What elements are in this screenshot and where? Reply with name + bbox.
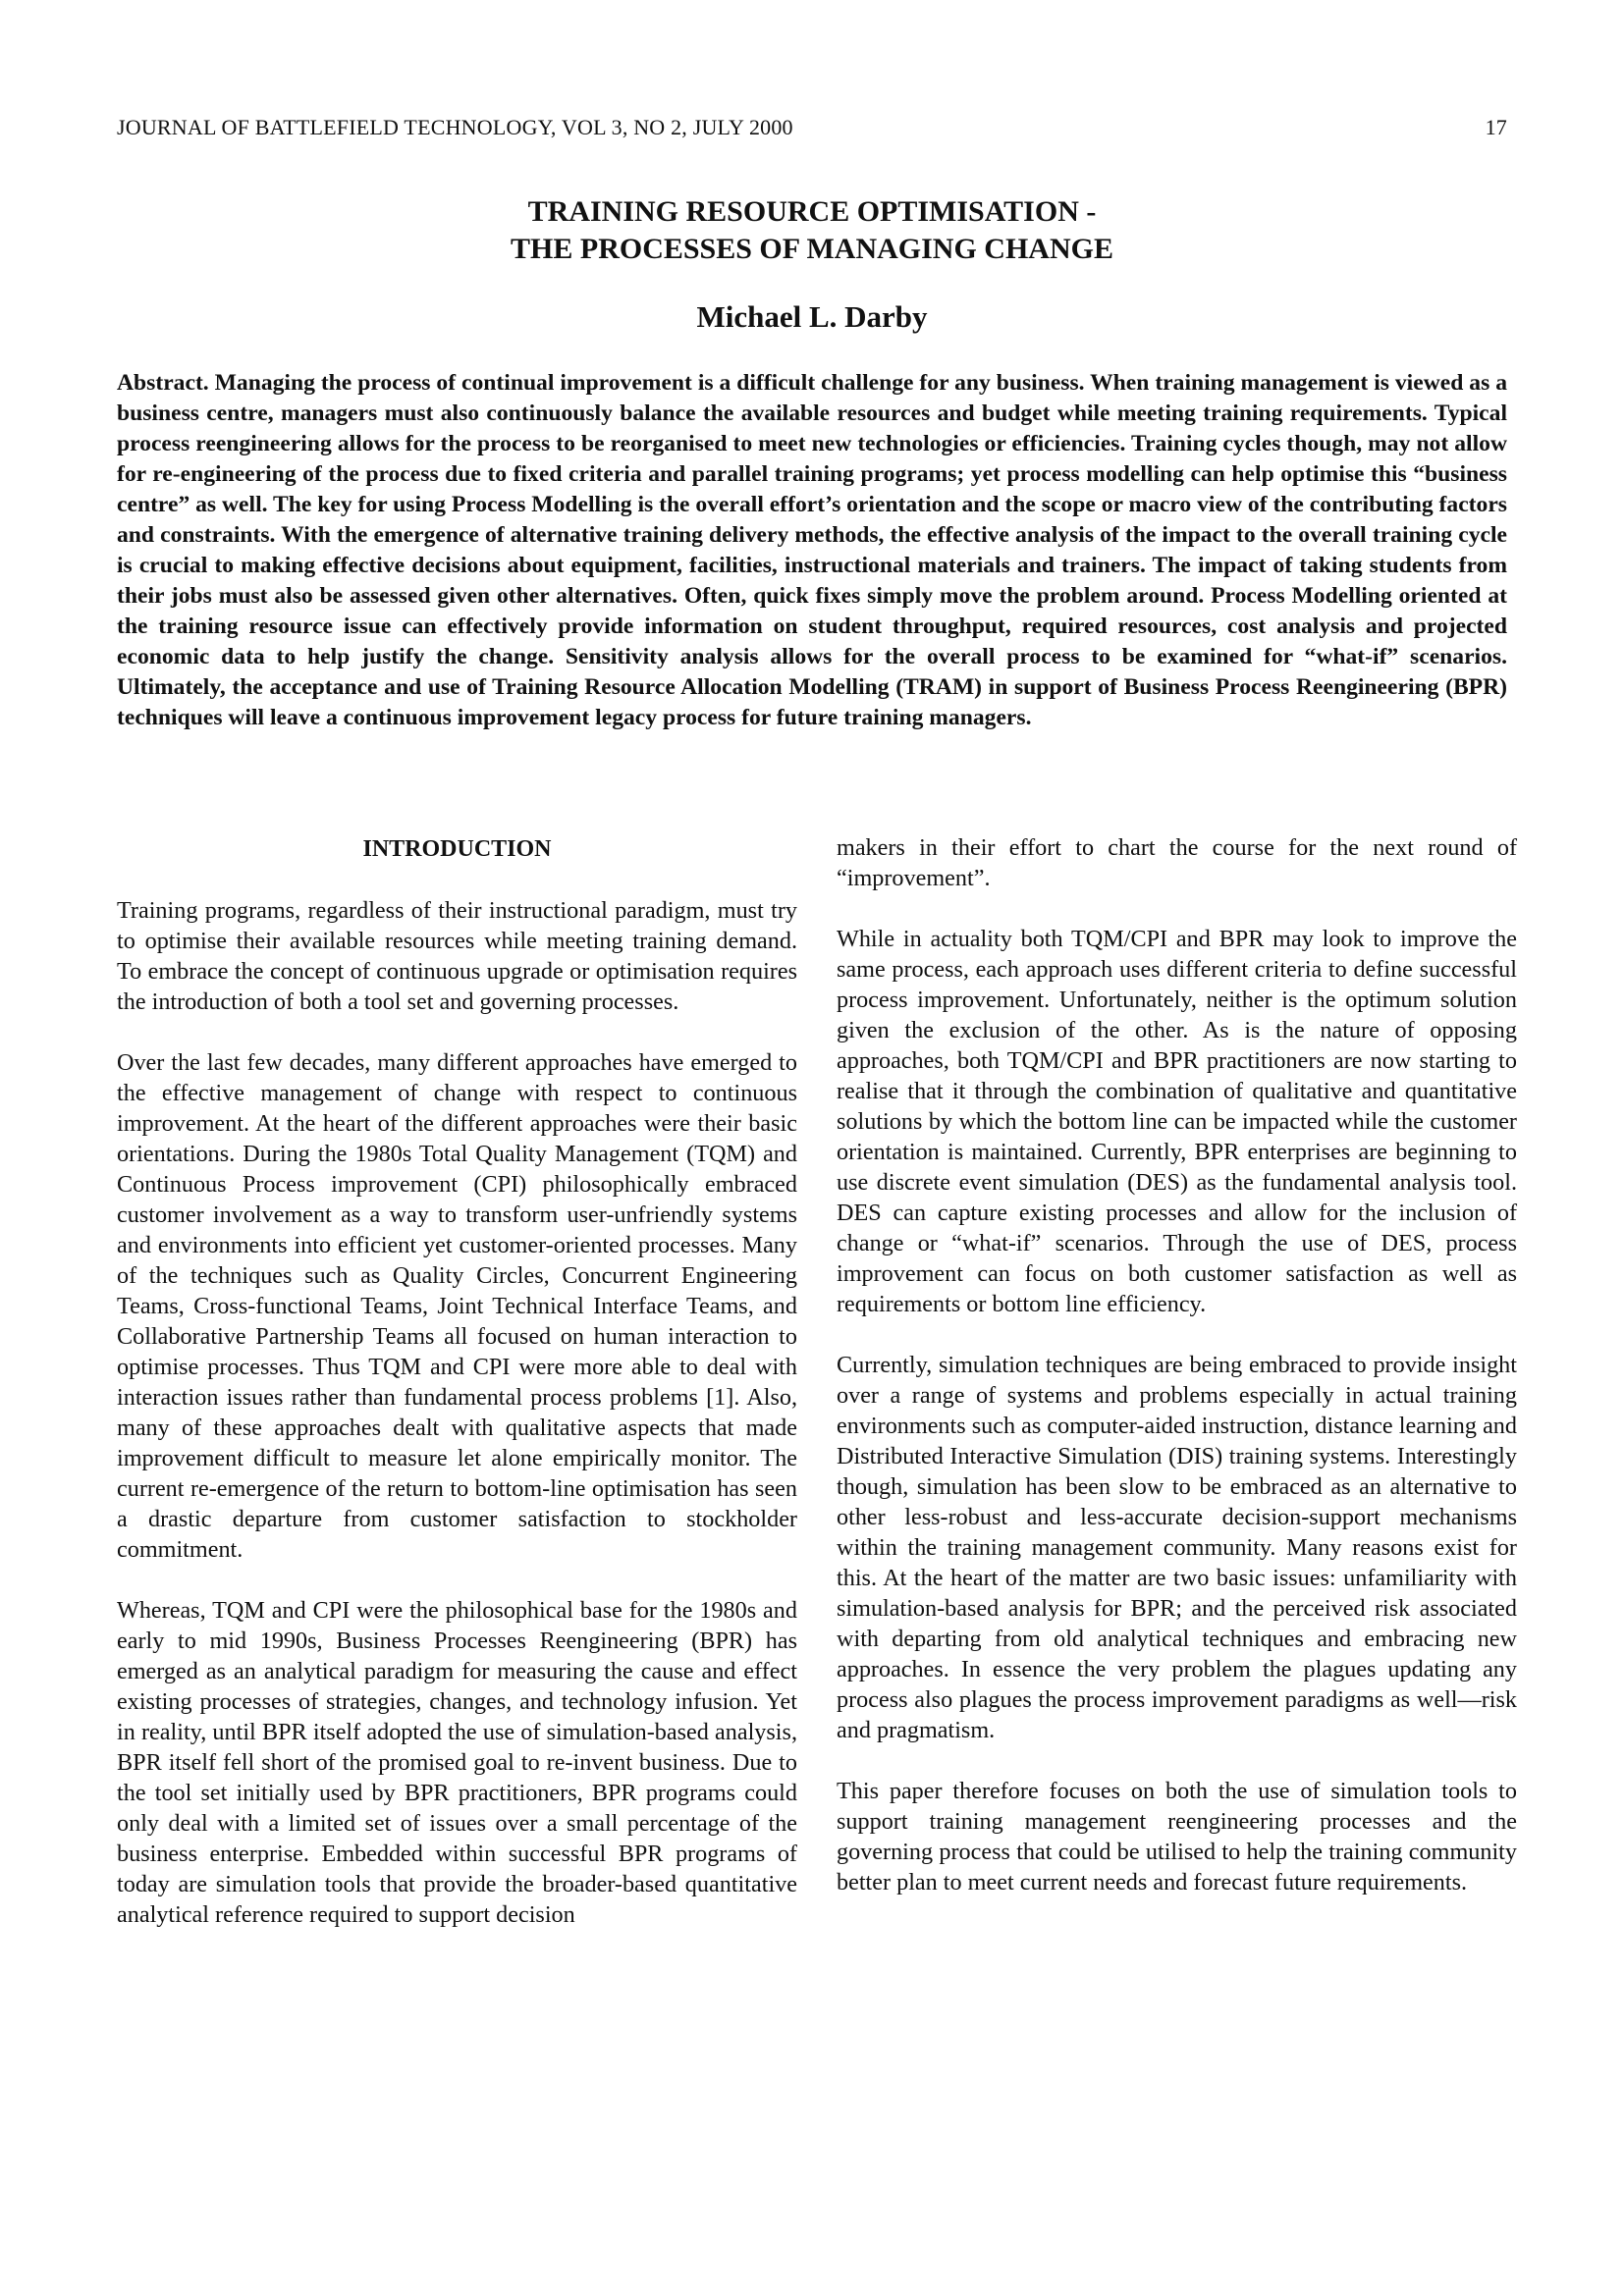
- paragraph: Whereas, TQM and CPI were the philosophical base for the 1980s and early to mid 1990s, Business Processes Reengineering (BPR) has emerged as an analytical paradigm for measuring the cause and effect existing processes of strategies, changes, and technology infusion. Yet in reality, until BPR itself adopted the use of simulation-based analysis, BPR itself fell short of the promised goal to re-invent business. Due to the tool set initially used by BPR practitioners, BPR programs could only deal with a limited set of issues over a small percentage of the business enterprise. Embedded within successful BPR programs of today are simulation tools that provide the broader-based quantitative analytical reference required to support decision: [117, 1597, 797, 1928]
- page-number: 17: [1485, 115, 1507, 139]
- section-heading-introduction: INTRODUCTION: [362, 836, 552, 862]
- title-line-1: TRAINING RESOURCE OPTIMISATION -: [527, 195, 1097, 228]
- paragraph: Training programs, regardless of their instructional paradigm, must try to optimise their available resources while meeting training demand. To embrace the concept of continuous upgrade or optimisation requires the introduction of both a tool set and governing processes.: [117, 897, 797, 1015]
- author-name: Michael L. Darby: [696, 299, 928, 334]
- paragraph: While in actuality both TQM/CPI and BPR may look to improve the same process, each approach uses different criteria to define successful process improvement. Unfortunately, neither is the optimum solution given the exclusion of the other. As is the nature of opposing approaches, both TQM/CPI and BPR practitioners are now starting to realise that it through the combination of qualitative and quantitative solutions by which the bottom line can be impacted while the customer orientation is maintained. Currently, BPR enterprises are beginning to use discrete event simulation (DES) as the fundamental analysis tool. DES can capture existing processes and allow for the inclusion of change or “what-if” scenarios. Through the use of DES, process improvement can focus on both customer satisfaction as well as requirements or bottom line efficiency.: [837, 926, 1517, 1317]
- paragraph: Over the last few decades, many different approaches have emerged to the effective management of change with respect to continuous improvement. At the heart of the different approaches were their basic orientations. During the 1980s Total Quality Management (TQM) and Continuous Process improvement (CPI) philosophically embraced customer involvement as a way to transform user-unfriendly systems and environments into efficient yet customer-oriented processes. Many of the techniques such as Quality Circles, Concurrent Engineering Teams, Cross-functional Teams, Joint Technical Interface Teams, and Collaborative Partnership Teams all focused on human interaction to optimise processes. Thus TQM and CPI were more able to deal with interaction issues rather than fundamental process problems [1]. Also, many of these approaches dealt with qualitative aspects that made improvement difficult to measure let alone empirically monitor. The current re-emergence of the return to bottom-line optimisation has seen a drastic departure from customer satisfaction to stockholder commitment.: [117, 1049, 797, 1563]
- title-line-2: THE PROCESSES OF MANAGING CHANGE: [511, 233, 1113, 265]
- journal-citation: JOURNAL OF BATTLEFIELD TECHNOLOGY, VOL 3, NO 2, JULY 2000: [117, 115, 793, 139]
- paragraph: Currently, simulation techniques are being embraced to provide insight over a range of systems and problems especially in actual training environments such as computer-aided instruction, distance learning and Distributed Interactive Simulation (DIS) training systems. Interestingly though, simulation has been slow to be embraced as an alternative to other less-robust and less-accurate decision-support mechanisms within the training management community. Many reasons exist for this. At the heart of the matter are two basic issues: unfamiliarity with simulation-based analysis for BPR; and the perceived risk associated with departing from old analytical techniques and embracing new approaches. In essence the very problem the plagues updating any process also plagues the process improvement paradigms as well—risk and pragmatism.: [837, 1352, 1517, 1743]
- running-head: [117, 115, 1507, 140]
- left-column: [117, 832, 797, 1960]
- paragraph: This paper therefore focuses on both the use of simulation tools to support training management reengineering processes and the governing process that could be utilised to help the training community better plan to meet current needs and forecast future requirements.: [837, 1778, 1517, 1896]
- right-column: [837, 832, 1517, 1928]
- abstract: Abstract. Managing the process of continual improvement is a difficult challenge for any business. When training management is viewed as a business centre, managers must also continuously balance the available resources and budget while meeting training requirements. Typical process reengineering allows for the process to be reorganised to meet new technologies or efficiencies. Training cycles though, may not allow for re-engineering of the process due to fixed criteria and parallel training programs; yet process modelling can help optimise this “business centre” as well. The key for using Process Modelling is the overall effort’s orientation and the scope or macro view of the contributing factors and constraints. With the emergence of alternative training delivery methods, the effective analysis of the impact to the overall training cycle is crucial to making effective decisions about equipment, facilities, instructional materials and trainers. The impact of taking students from their jobs must also be assessed given other alternatives. Often, quick fixes simply move the problem around. Process Modelling oriented at the training resource issue can effectively provide information on student throughput, required resources, cost analysis and projected economic data to help justify the change. Sensitivity analysis allows for the overall process to be examined for “what-if” scenarios. Ultimately, the acceptance and use of Training Resource Allocation Modelling (TRAM) in support of Business Process Reengineering (BPR) techniques will leave a continuous improvement legacy process for future training managers.: [117, 370, 1507, 730]
- paper-title: [117, 193, 1507, 268]
- paragraph: makers in their effort to chart the course for the next round of “improvement”.: [837, 834, 1517, 891]
